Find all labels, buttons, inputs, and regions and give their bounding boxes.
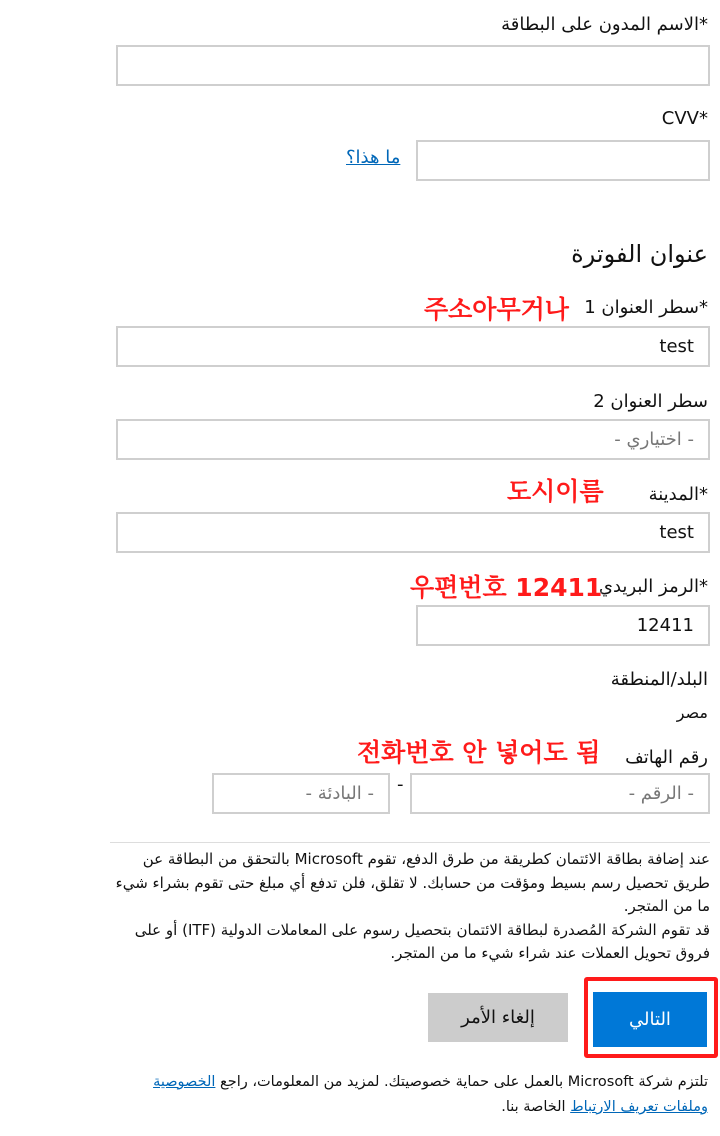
country-region-value: مصر [676, 703, 708, 722]
billing-address-heading: عنوان الفوترة [571, 240, 708, 268]
cookies-link[interactable]: وملفات تعريف الارتباط [570, 1099, 708, 1115]
address-line2-label: سطر العنوان 2 [593, 391, 708, 412]
cardholder-name-label: *الاسم المدون على البطاقة [501, 14, 708, 35]
cvv-input[interactable] [416, 140, 710, 181]
annotation-phone: 전화번호 안 넣어도 됨 [357, 738, 601, 767]
phone-prefix-input[interactable] [212, 773, 390, 814]
annotation-address: 주소아무거나 [424, 295, 569, 324]
privacy-link[interactable]: الخصوصية [153, 1074, 216, 1090]
privacy-statement [110, 1070, 708, 1120]
disclaimer-fees-text: قد تقوم الشركة المُصدرة لبطاقة الائتمان بتحصيل رسوم على المعاملات الدولية (ITF) أو على فروق تحويل العملات عند شراء شيء ما من المتجر. [134, 920, 710, 962]
city-label: *المدينة [648, 484, 708, 505]
next-button[interactable]: التالي [593, 992, 707, 1047]
privacy-text-end: الخاصة بنا. [501, 1099, 571, 1115]
annotation-postal: 우편번호 12411 [410, 573, 603, 602]
whats-this-link[interactable]: ما هذا؟ [346, 147, 401, 168]
city-input[interactable] [116, 512, 710, 553]
privacy-text: تلتزم شركة Microsoft بالعمل على حماية خصوصيتك. لمزيد من المعلومات، راجع [215, 1074, 708, 1090]
divider [110, 842, 710, 843]
cardholder-name-input[interactable] [116, 45, 710, 86]
address-line1-input[interactable] [116, 326, 710, 367]
annotation-city: 도시이름 [507, 477, 604, 506]
card-verification-disclaimer [110, 848, 710, 966]
phone-separator: - [397, 774, 404, 795]
cvv-label: CVV* [661, 108, 708, 129]
phone-number-input[interactable] [410, 773, 710, 814]
disclaimer-verification-text: عند إضافة بطاقة الائتمان كطريقة من طرق الدفع، تقوم Microsoft بالتحقق من البطاقة عن طريق تحصيل رسم بسيط ومؤقت من حسابك. لا تقلق، فلن تدفع أي مبلغ حتى تقوم بشراء شيء ما من المتجر. [115, 850, 710, 915]
cancel-button[interactable]: إلغاء الأمر [428, 993, 568, 1042]
postal-code-input[interactable] [416, 605, 710, 646]
phone-label: رقم الهاتف [625, 747, 708, 768]
postal-code-label: *الرمز البريدي [598, 576, 708, 597]
address-line2-input[interactable] [116, 419, 710, 460]
country-region-label: البلد/المنطقة [610, 669, 708, 690]
address-line1-label: *سطر العنوان 1 [584, 297, 708, 318]
